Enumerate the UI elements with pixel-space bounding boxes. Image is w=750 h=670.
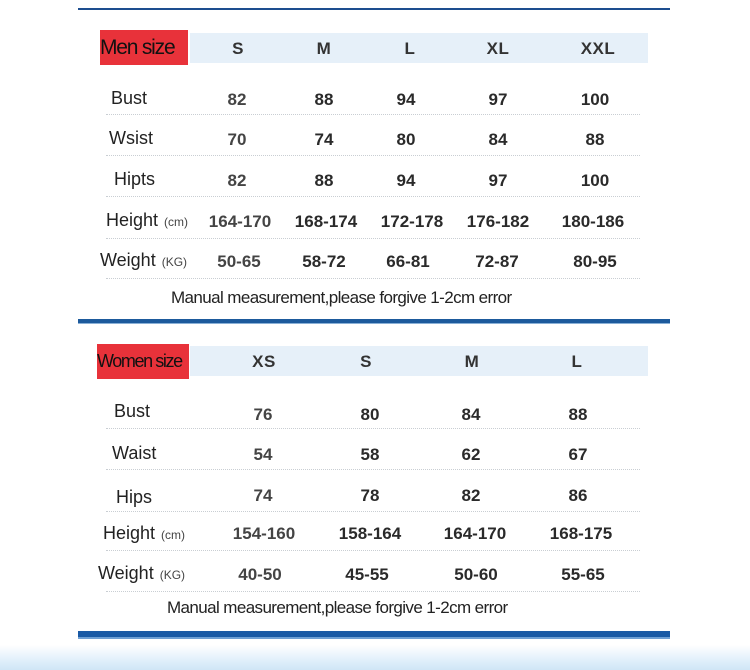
women-cell: 76 (253, 405, 273, 424)
men-cell: 66-81 (386, 252, 430, 271)
women-row-divider (106, 469, 640, 470)
men-row-label-bust: Bust (111, 88, 148, 108)
women-size-header: XS (252, 352, 276, 371)
men-row-label-height-text: Height (106, 210, 159, 230)
women-cell: 50-60 (454, 565, 498, 584)
men-cell: 80 (396, 130, 416, 149)
men-row-divider (106, 278, 640, 279)
men-cell: 82 (227, 90, 247, 109)
women-size-header: S (360, 352, 372, 371)
women-cell: 62 (461, 445, 481, 464)
women-cell: 80 (360, 405, 380, 424)
bottom-gradient (0, 645, 750, 670)
men-row-label-weight-text: Weight (100, 250, 156, 270)
women-cell: 55-65 (561, 565, 605, 584)
men-cell: 70 (227, 130, 247, 149)
women-row-label-height-text: Height (103, 523, 156, 543)
men-cell: 82 (227, 171, 247, 190)
women-size-header: L (571, 352, 583, 371)
women-cell: 82 (461, 486, 481, 505)
women-size-header: M (464, 352, 480, 371)
women-row-label-waist: Waist (112, 443, 157, 463)
men-cell: 168-174 (294, 212, 358, 231)
men-row-label-weight (100, 250, 187, 271)
women-row-label-bust: Bust (114, 401, 151, 421)
men-cell: 50-65 (217, 252, 261, 271)
men-cell: 74 (314, 130, 334, 149)
men-row-divider (106, 114, 640, 115)
men-cell: 176-182 (466, 212, 530, 231)
men-row-label-height (106, 210, 188, 231)
men-row-label-hips: Hipts (114, 169, 156, 189)
women-row-divider (106, 428, 640, 429)
men-row-label-waist: Wsist (109, 128, 153, 148)
men-size-title-text: Men size (100, 35, 175, 59)
section-divider (78, 319, 670, 324)
men-cell: 180-186 (561, 212, 625, 231)
men-height-unit: (cm) (164, 215, 189, 229)
women-row-label-height (103, 523, 185, 544)
women-size-title (97, 344, 189, 379)
men-cell: 72-87 (475, 252, 519, 271)
women-cell: 164-170 (443, 524, 507, 543)
men-cell: 100 (580, 171, 610, 190)
women-cell: 58 (360, 445, 380, 464)
women-row-label-weight-text: Weight (98, 563, 154, 583)
men-cell: 88 (314, 90, 334, 109)
women-cell: 86 (568, 486, 588, 505)
men-cell: 58-72 (302, 252, 346, 271)
women-cell: 54 (253, 445, 273, 464)
men-cell: 97 (488, 171, 508, 190)
men-cell: 88 (585, 130, 605, 149)
men-row-divider (106, 238, 640, 239)
women-cell: 74 (253, 486, 273, 505)
men-row-divider (106, 196, 640, 197)
men-cell: 164-170 (208, 212, 272, 231)
women-row-divider (106, 550, 640, 551)
men-measurement-note: Manual measurement,please forgive 1-2cm error (171, 288, 512, 307)
women-cell: 88 (568, 405, 588, 424)
women-row-divider (106, 511, 640, 512)
women-cell: 158-164 (338, 524, 402, 543)
men-cell: 100 (580, 90, 610, 109)
men-cell: 80-95 (573, 252, 617, 271)
women-height-unit: (cm) (161, 528, 186, 542)
men-size-header: XXL (580, 39, 616, 58)
men-cell: 84 (488, 130, 508, 149)
women-row-label-hips: Hips (116, 487, 153, 507)
men-cell: 172-178 (380, 212, 444, 231)
men-cell: 97 (488, 90, 508, 109)
bottom-divider (78, 631, 670, 639)
men-size-title (100, 30, 188, 65)
men-size-header: S (232, 39, 244, 58)
men-cell: 94 (396, 90, 416, 109)
women-cell: 154-160 (232, 524, 296, 543)
men-size-header: M (316, 39, 332, 58)
women-cell: 45-55 (345, 565, 389, 584)
men-cell: 88 (314, 171, 334, 190)
women-row-label-weight (98, 563, 185, 584)
women-weight-unit: (KG) (159, 568, 186, 582)
men-weight-unit: (KG) (161, 255, 188, 269)
women-cell: 40-50 (238, 565, 282, 584)
women-cell: 78 (360, 486, 380, 505)
men-header-band (190, 33, 648, 63)
women-cell: 67 (568, 445, 588, 464)
men-size-header: L (404, 39, 416, 58)
women-row-divider (106, 591, 640, 592)
top-divider (78, 8, 670, 10)
men-cell: 94 (396, 171, 416, 190)
women-cell: 168-175 (549, 524, 613, 543)
men-size-header: XL (486, 39, 510, 58)
women-measurement-note: Manual measurement,please forgive 1-2cm error (167, 598, 508, 617)
women-size-title-text: Women size (97, 351, 182, 371)
women-cell: 84 (461, 405, 481, 424)
men-row-divider (106, 155, 640, 156)
